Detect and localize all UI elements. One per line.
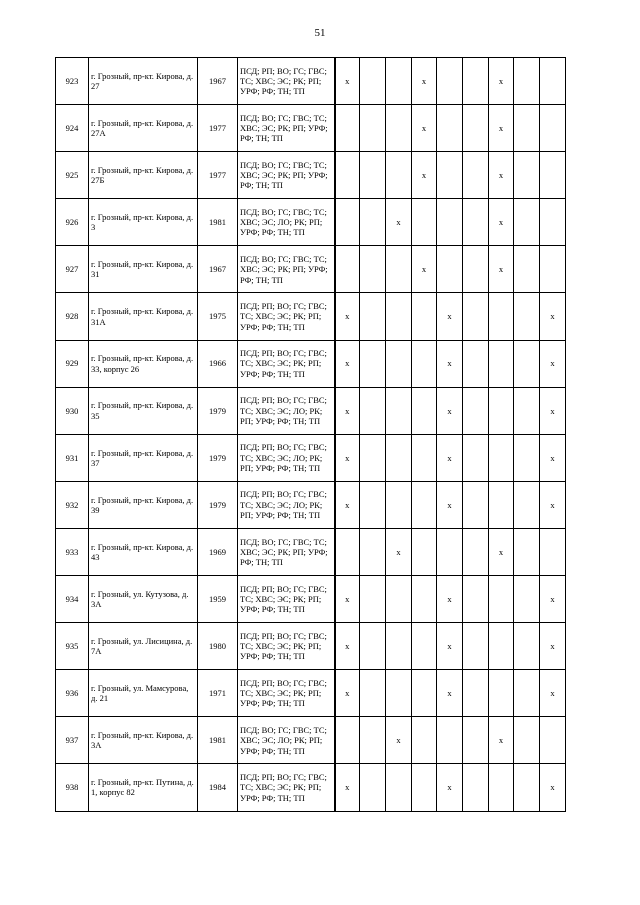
mark-cell: x: [540, 387, 566, 434]
mark-cell: x: [335, 764, 360, 811]
mark-cell: x: [540, 293, 566, 340]
mark-cell: [514, 246, 540, 293]
mark-cell: [386, 246, 412, 293]
mark-cell: x: [540, 481, 566, 528]
mark-cell: [386, 481, 412, 528]
mark-cell: [412, 434, 437, 481]
table-row: [56, 764, 566, 811]
mark-cell: x: [437, 576, 463, 623]
mark-cell: [437, 528, 463, 575]
mark-cell: [335, 152, 360, 199]
mark-cell: x: [437, 293, 463, 340]
works-cell: ПСД; РП; ВО; ГС; ГВС; ТС; ХВС; ЭС; ЛО; РК; РП; УРФ; РФ; ТН; ТП: [238, 434, 335, 481]
year-cell: 1966: [198, 340, 238, 387]
year-cell: 1967: [198, 58, 238, 105]
works-cell: ПСД; РП; ВО; ГС; ГВС; ТС; ХВС; ЭС; РК; РП; УРФ; РФ; ТН; ТП: [238, 670, 335, 717]
mark-cell: [360, 199, 386, 246]
mark-cell: [463, 58, 489, 105]
mark-cell: [360, 528, 386, 575]
year-cell: 1979: [198, 434, 238, 481]
works-cell: ПСД; ВО; ГС; ГВС; ТС; ХВС; ЭС; РК; РП; УРФ; РФ; ТН; ТП: [238, 528, 335, 575]
mark-cell: [360, 623, 386, 670]
mark-cell: [437, 152, 463, 199]
mark-cell: x: [412, 246, 437, 293]
mark-cell: [335, 105, 360, 152]
year-cell: 1981: [198, 717, 238, 764]
year-cell: 1969: [198, 528, 238, 575]
mark-cell: x: [489, 246, 514, 293]
address-cell: г. Грозный, пр-кт. Кирова, д. 27: [89, 58, 198, 105]
mark-cell: [489, 387, 514, 434]
works-cell: ПСД; ВО; ГС; ГВС; ТС; ХВС; ЭС; ЛО; РК; РП; УРФ; РФ; ТН; ТП: [238, 199, 335, 246]
mark-cell: x: [489, 152, 514, 199]
mark-cell: [514, 481, 540, 528]
mark-cell: [335, 199, 360, 246]
row-number: 930: [56, 387, 89, 434]
table-row: [56, 152, 566, 199]
address-cell: г. Грозный, пр-кт. Путина, д. 1, корпус 82: [89, 764, 198, 811]
table-row: [56, 105, 566, 152]
table-row: [56, 481, 566, 528]
table-row: [56, 717, 566, 764]
mark-cell: [412, 623, 437, 670]
mark-cell: [437, 58, 463, 105]
row-number: 929: [56, 340, 89, 387]
address-cell: г. Грозный, пр-кт. Кирова, д. 35: [89, 387, 198, 434]
year-cell: 1971: [198, 670, 238, 717]
mark-cell: x: [335, 576, 360, 623]
year-cell: 1977: [198, 105, 238, 152]
mark-cell: [412, 293, 437, 340]
address-cell: г. Грозный, ул. Мамсурова, д. 21: [89, 670, 198, 717]
mark-cell: [489, 576, 514, 623]
mark-cell: [540, 58, 566, 105]
mark-cell: [540, 246, 566, 293]
mark-cell: [360, 764, 386, 811]
mark-cell: [540, 717, 566, 764]
mark-cell: x: [412, 152, 437, 199]
mark-cell: x: [540, 764, 566, 811]
mark-cell: [360, 387, 386, 434]
table-row: [56, 623, 566, 670]
mark-cell: [463, 434, 489, 481]
year-cell: 1984: [198, 764, 238, 811]
mark-cell: x: [489, 199, 514, 246]
address-cell: г. Грозный, пр-кт. Кирова, д. 33, корпус 26: [89, 340, 198, 387]
mark-cell: [412, 387, 437, 434]
row-number: 936: [56, 670, 89, 717]
row-number: 935: [56, 623, 89, 670]
works-cell: ПСД; РП; ВО; ГС; ГВС; ТС; ХВС; ЭС; ЛО; РК; РП; УРФ; РФ; ТН; ТП: [238, 481, 335, 528]
mark-cell: [386, 670, 412, 717]
mark-cell: x: [412, 58, 437, 105]
year-cell: 1981: [198, 199, 238, 246]
mark-cell: x: [437, 623, 463, 670]
mark-cell: x: [489, 58, 514, 105]
address-cell: г. Грозный, пр-кт. Кирова, д. 31А: [89, 293, 198, 340]
mark-cell: x: [437, 764, 463, 811]
works-cell: ПСД; ВО; ГС; ГВС; ТС; ХВС; ЭС; РК; РП; УРФ; РФ; ТН; ТП: [238, 246, 335, 293]
mark-cell: [386, 623, 412, 670]
mark-cell: [463, 528, 489, 575]
mark-cell: x: [540, 576, 566, 623]
mark-cell: [437, 717, 463, 764]
table-row: [56, 670, 566, 717]
registry-table: [55, 57, 566, 812]
mark-cell: [360, 340, 386, 387]
mark-cell: [360, 434, 386, 481]
row-number: 926: [56, 199, 89, 246]
table-row: [56, 199, 566, 246]
row-number: 938: [56, 764, 89, 811]
mark-cell: [386, 764, 412, 811]
mark-cell: [412, 670, 437, 717]
mark-cell: [463, 623, 489, 670]
mark-cell: x: [335, 293, 360, 340]
mark-cell: [463, 340, 489, 387]
mark-cell: [514, 105, 540, 152]
table-row: [56, 58, 566, 105]
mark-cell: [514, 623, 540, 670]
mark-cell: [437, 246, 463, 293]
mark-cell: [463, 199, 489, 246]
mark-cell: [514, 152, 540, 199]
mark-cell: [514, 199, 540, 246]
row-number: 931: [56, 434, 89, 481]
row-number: 932: [56, 481, 89, 528]
mark-cell: [412, 481, 437, 528]
mark-cell: [514, 528, 540, 575]
mark-cell: x: [335, 387, 360, 434]
works-cell: ПСД; РП; ВО; ГС; ГВС; ТС; ХВС; ЭС; РК; РП; УРФ; РФ; ТН; ТП: [238, 623, 335, 670]
mark-cell: [489, 481, 514, 528]
mark-cell: [514, 670, 540, 717]
mark-cell: x: [335, 434, 360, 481]
mark-cell: [412, 528, 437, 575]
mark-cell: [386, 340, 412, 387]
row-number: 934: [56, 576, 89, 623]
registry-body: [56, 58, 566, 812]
mark-cell: [412, 199, 437, 246]
mark-cell: [360, 576, 386, 623]
address-cell: г. Грозный, пр-кт. Кирова, д. 31: [89, 246, 198, 293]
mark-cell: x: [437, 434, 463, 481]
mark-cell: [489, 670, 514, 717]
year-cell: 1959: [198, 576, 238, 623]
mark-cell: [386, 576, 412, 623]
works-cell: ПСД; РП; ВО; ГС; ГВС; ТС; ХВС; ЭС; РК; РП; УРФ; РФ; ТН; ТП: [238, 764, 335, 811]
mark-cell: x: [335, 623, 360, 670]
mark-cell: x: [437, 670, 463, 717]
row-number: 937: [56, 717, 89, 764]
mark-cell: [489, 434, 514, 481]
mark-cell: [463, 764, 489, 811]
year-cell: 1967: [198, 246, 238, 293]
mark-cell: [514, 434, 540, 481]
mark-cell: [360, 670, 386, 717]
works-cell: ПСД; РП; ВО; ГС; ГВС; ТС; ХВС; ЭС; ЛО; РК; РП; УРФ; РФ; ТН; ТП: [238, 387, 335, 434]
mark-cell: x: [540, 670, 566, 717]
mark-cell: [386, 105, 412, 152]
mark-cell: [489, 293, 514, 340]
mark-cell: [437, 105, 463, 152]
mark-cell: [489, 764, 514, 811]
mark-cell: x: [386, 199, 412, 246]
mark-cell: [463, 481, 489, 528]
row-number: 923: [56, 58, 89, 105]
mark-cell: [514, 293, 540, 340]
mark-cell: x: [412, 105, 437, 152]
mark-cell: [540, 105, 566, 152]
mark-cell: [386, 293, 412, 340]
mark-cell: x: [335, 340, 360, 387]
mark-cell: [360, 293, 386, 340]
mark-cell: [463, 670, 489, 717]
mark-cell: [514, 58, 540, 105]
year-cell: 1980: [198, 623, 238, 670]
mark-cell: [463, 387, 489, 434]
mark-cell: [540, 199, 566, 246]
mark-cell: x: [386, 717, 412, 764]
mark-cell: [514, 340, 540, 387]
year-cell: 1979: [198, 481, 238, 528]
mark-cell: [412, 764, 437, 811]
address-cell: г. Грозный, пр-кт. Кирова, д. 43: [89, 528, 198, 575]
mark-cell: x: [489, 105, 514, 152]
mark-cell: [335, 528, 360, 575]
page-number: 51: [314, 27, 326, 39]
works-cell: ПСД; РП; ВО; ГС; ГВС; ТС; ХВС; ЭС; РК; РП; УРФ; РФ; ТН; ТП: [238, 58, 335, 105]
table-row: [56, 293, 566, 340]
address-cell: г. Грозный, пр-кт. Кирова, д. 3: [89, 199, 198, 246]
table-row: [56, 246, 566, 293]
mark-cell: x: [335, 481, 360, 528]
mark-cell: x: [437, 387, 463, 434]
mark-cell: [360, 481, 386, 528]
mark-cell: [489, 623, 514, 670]
mark-cell: [360, 717, 386, 764]
address-cell: г. Грозный, пр-кт. Кирова, д. 3А: [89, 717, 198, 764]
table-row: [56, 528, 566, 575]
works-cell: ПСД; ВО; ГС; ГВС; ТС; ХВС; ЭС; РК; РП; УРФ; РФ; ТН; ТП: [238, 152, 335, 199]
mark-cell: [463, 576, 489, 623]
mark-cell: [335, 717, 360, 764]
mark-cell: x: [386, 528, 412, 575]
year-cell: 1979: [198, 387, 238, 434]
address-cell: г. Грозный, ул. Кутузова, д. 3А: [89, 576, 198, 623]
mark-cell: [412, 717, 437, 764]
row-number: 933: [56, 528, 89, 575]
row-number: 925: [56, 152, 89, 199]
table-row: [56, 340, 566, 387]
mark-cell: [514, 387, 540, 434]
mark-cell: x: [437, 340, 463, 387]
row-number: 927: [56, 246, 89, 293]
mark-cell: [360, 105, 386, 152]
works-cell: ПСД; ВО; ГС; ГВС; ТС; ХВС; ЭС; ЛО; РК; РП; УРФ; РФ; ТН; ТП: [238, 717, 335, 764]
mark-cell: [463, 105, 489, 152]
mark-cell: [514, 717, 540, 764]
mark-cell: [463, 152, 489, 199]
works-cell: ПСД; РП; ВО; ГС; ГВС; ТС; ХВС; ЭС; РК; РП; УРФ; РФ; ТН; ТП: [238, 340, 335, 387]
year-cell: 1975: [198, 293, 238, 340]
address-cell: г. Грозный, пр-кт. Кирова, д. 39: [89, 481, 198, 528]
mark-cell: x: [489, 528, 514, 575]
mark-cell: [412, 340, 437, 387]
mark-cell: [412, 576, 437, 623]
mark-cell: x: [437, 481, 463, 528]
address-cell: г. Грозный, пр-кт. Кирова, д. 27Б: [89, 152, 198, 199]
row-number: 928: [56, 293, 89, 340]
mark-cell: [360, 152, 386, 199]
mark-cell: [514, 576, 540, 623]
mark-cell: [437, 199, 463, 246]
year-cell: 1977: [198, 152, 238, 199]
table-row: [56, 387, 566, 434]
mark-cell: [386, 434, 412, 481]
works-cell: ПСД; РП; ВО; ГС; ГВС; ТС; ХВС; ЭС; РК; РП; УРФ; РФ; ТН; ТП: [238, 576, 335, 623]
mark-cell: [489, 340, 514, 387]
mark-cell: x: [335, 58, 360, 105]
mark-cell: [540, 152, 566, 199]
mark-cell: x: [489, 717, 514, 764]
table-row: [56, 434, 566, 481]
mark-cell: x: [540, 340, 566, 387]
mark-cell: [386, 387, 412, 434]
works-cell: ПСД; РП; ВО; ГС; ГВС; ТС; ХВС; ЭС; РК; РП; УРФ; РФ; ТН; ТП: [238, 293, 335, 340]
mark-cell: [514, 764, 540, 811]
mark-cell: [386, 58, 412, 105]
mark-cell: x: [540, 434, 566, 481]
address-cell: г. Грозный, пр-кт. Кирова, д. 27А: [89, 105, 198, 152]
mark-cell: x: [540, 623, 566, 670]
mark-cell: [360, 58, 386, 105]
address-cell: г. Грозный, ул. Лисицина, д. 7А: [89, 623, 198, 670]
mark-cell: [463, 246, 489, 293]
mark-cell: x: [335, 670, 360, 717]
row-number: 924: [56, 105, 89, 152]
table-row: [56, 576, 566, 623]
address-cell: г. Грозный, пр-кт. Кирова, д. 37: [89, 434, 198, 481]
mark-cell: [386, 152, 412, 199]
mark-cell: [463, 293, 489, 340]
works-cell: ПСД; ВО; ГС; ГВС; ТС; ХВС; ЭС; РК; РП; УРФ; РФ; ТН; ТП: [238, 105, 335, 152]
mark-cell: [463, 717, 489, 764]
mark-cell: [360, 246, 386, 293]
mark-cell: [335, 246, 360, 293]
mark-cell: [540, 528, 566, 575]
